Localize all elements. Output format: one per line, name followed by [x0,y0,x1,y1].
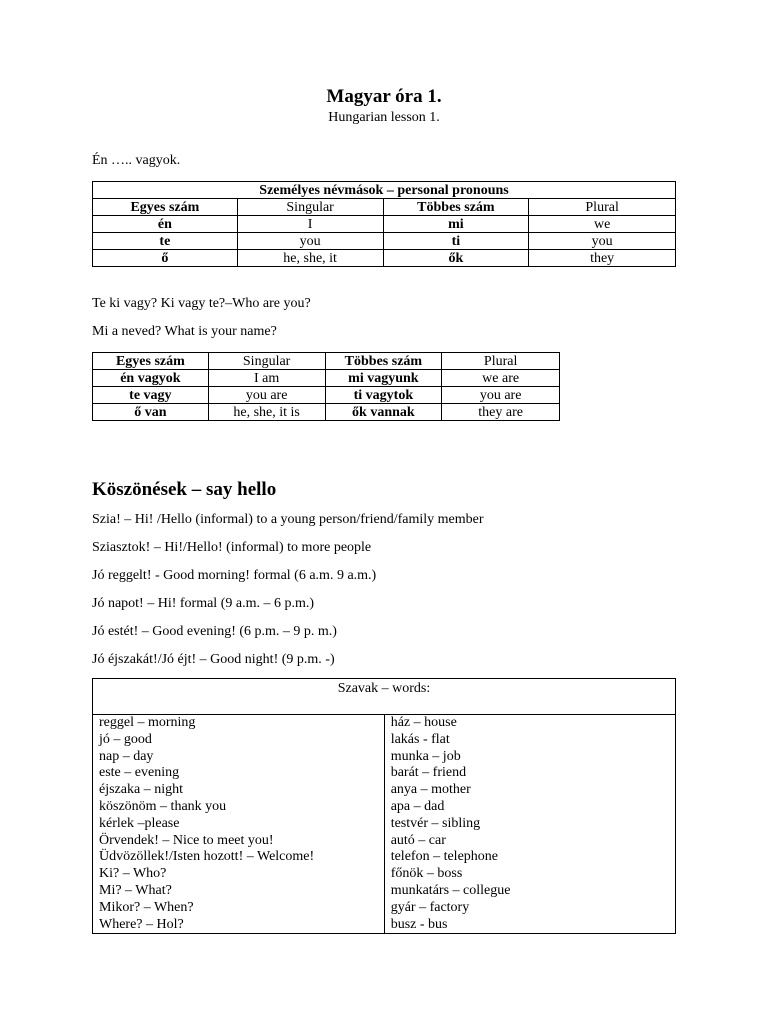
word-item: Mikor? – When? [99,899,194,915]
table-cell: én vagyok [93,370,209,387]
question-line: Te ki vagy? Ki vagy te?–Who are you? [92,296,311,311]
word-item: Üdvözöllek!/Isten hozott! – Welcome! [99,849,315,865]
word-item: Örvendek! – Nice to meet you! [99,832,274,848]
table-cell: mi vagyunk [325,370,442,387]
table-header: Többes szám [325,353,442,370]
table-cell: ti vagytok [325,387,442,404]
words-table-caption: Szavak – words: [93,679,676,715]
table-row [93,233,676,250]
table-row [93,387,560,404]
greeting-line: Jó napot! – Hi! formal (9 a.m. – 6 p.m.) [92,596,315,611]
table-header: Singular [208,353,325,370]
table-cell: ők vannak [325,404,442,421]
word-item: barát – friend [390,765,467,781]
table-row [93,370,560,387]
table-cell: you are [442,387,560,404]
table-header: Singular [237,199,383,216]
table-cell: you [237,233,383,250]
table-cell: ti [383,233,529,250]
table-cell: te vagy [93,387,209,404]
table-cell: ő van [93,404,209,421]
table-row [93,216,676,233]
word-item: Mi? – What? [99,882,172,898]
intro-sentence: Én ….. vagyok. [92,153,181,168]
greeting-line: Jó reggelt! - Good morning! formal (6 a.m. 9 a.m.) [92,568,377,583]
table-cell: ő [93,250,238,267]
pronouns-table [92,181,676,267]
word-item: este – evening [99,765,180,781]
table-cell: én [93,216,238,233]
table-cell: he, she, it [237,250,383,267]
table-cell: he, she, it is [208,404,325,421]
table-cell: you [529,233,676,250]
table-header: Egyes szám [93,353,209,370]
question-line: Mi a neved? What is your name? [92,324,277,339]
table-cell: mi [383,216,529,233]
greeting-line: Jó estét! – Good evening! (6 p.m. – 9 p. m.) [92,624,337,639]
word-item: éjszaka – night [99,782,183,798]
words-column-right [384,715,675,934]
word-item: Where? – Hol? [99,916,184,932]
word-item: kérlek –please [99,815,180,831]
word-item: anya – mother [390,782,471,798]
table-header: Plural [529,199,676,216]
word-item: reggel – morning [99,715,196,730]
pronouns-table-caption: Személyes névmások – personal pronouns [93,182,676,199]
word-item: Ki? – Who? [99,866,167,882]
word-item: munkatárs – collegue [390,882,511,898]
word-item: munka – job [390,748,461,764]
greeting-line: Jó éjszakát!/Jó éjt! – Good night! (9 p.m. -) [92,652,335,667]
table-cell: I [237,216,383,233]
word-item: nap – day [99,748,154,764]
table-cell: I am [208,370,325,387]
table-header: Plural [442,353,560,370]
table-cell: te [93,233,238,250]
greeting-line: Sziasztok! – Hi!/Hello! (informal) to more people [92,540,372,555]
word-item: jó – good [99,731,152,747]
word-item: főnök – boss [390,866,463,882]
table-cell: they [529,250,676,267]
word-item: telefon – telephone [390,849,498,865]
word-item: ház – house [390,715,457,730]
word-item: testvér – sibling [390,815,481,831]
word-item: apa – dad [390,798,445,814]
verb-table [92,352,560,421]
word-item: busz - bus [390,916,448,932]
table-cell: you are [208,387,325,404]
table-cell: we [529,216,676,233]
greetings-heading: Köszönések – say hello [92,479,277,500]
table-header: Egyes szám [93,199,238,216]
table-header: Többes szám [383,199,529,216]
word-item: lakás - flat [390,731,450,747]
table-cell: we are [442,370,560,387]
table-cell: they are [442,404,560,421]
word-item: autó – car [390,832,446,848]
word-item: köszönöm – thank you [99,798,227,814]
page-subtitle: Hungarian lesson 1. [328,110,440,125]
table-row [93,404,560,421]
greeting-line: Szia! – Hi! /Hello (informal) to a young person/friend/family member [92,512,484,527]
words-column-left [93,715,385,934]
word-item: gyár – factory [390,899,470,915]
page-title: Magyar óra 1. [326,86,442,107]
table-cell: ők [383,250,529,267]
table-row [93,250,676,267]
words-table [92,678,676,934]
